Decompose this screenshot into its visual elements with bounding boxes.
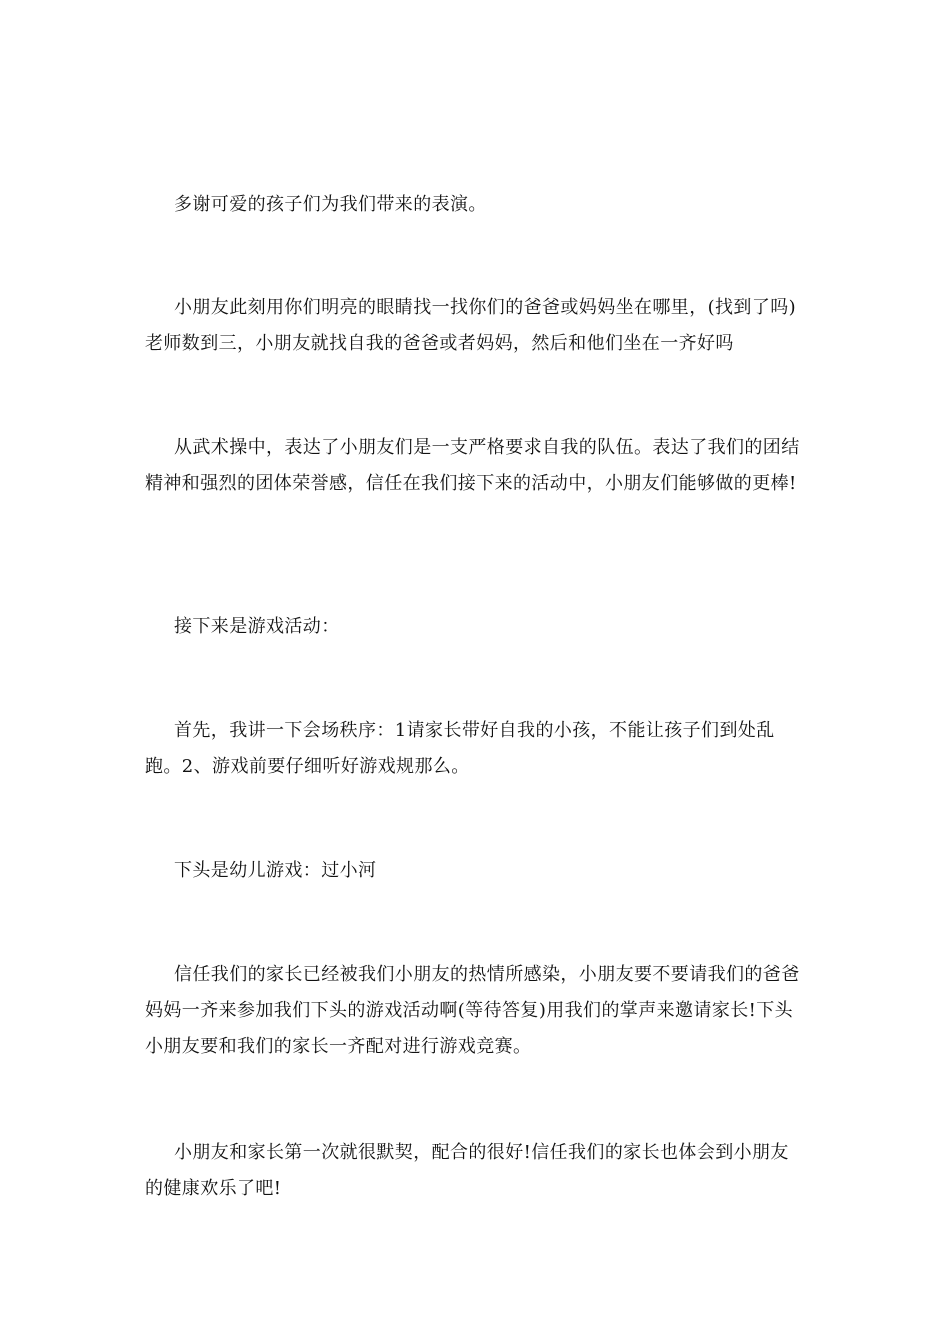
- paragraph-game-intro: 接下来是游戏活动：: [174, 616, 340, 637]
- paragraph-thanks: 多谢可爱的孩子们为我们带来的表演。: [174, 194, 487, 215]
- paragraph-child-game: 下头是幼儿游戏：过小河: [174, 860, 377, 881]
- paragraph-martial-arts: 从武术操中，表达了小朋友们是一支严格要求自我的队伍。表达了我们的团结精神和强烈的团体荣誉感，信任在我们接下来的活动中，小朋友们能够做的更棒!: [145, 437, 800, 494]
- paragraph-closing: 小朋友和家长第一次就很默契，配合的很好!信任我们的家长也体会到小朋友的健康欢乐了吧!: [145, 1142, 789, 1199]
- paragraph-find-parents: 小朋友此刻用你们明亮的眼睛找一找你们的爸爸或妈妈坐在哪里，(找到了吗)老师数到三，小朋友就找自我的爸爸或者妈妈，然后和他们坐在一齐好吗: [145, 297, 797, 354]
- paragraph-invite-parents: 信任我们的家长已经被我们小朋友的热情所感染，小朋友要不要请我们的爸爸妈妈一齐来参加我们下头的游戏活动啊(等待答复)用我们的掌声来邀请家长!下头小朋友要和我们的家长一齐配对进行游戏竞赛。: [145, 964, 800, 1057]
- paragraph-venue-rules: 首先，我讲一下会场秩序：1请家长带好自我的小孩，不能让孩子们到处乱跑。2、游戏前要仔细听好游戏规那么。: [145, 720, 775, 777]
